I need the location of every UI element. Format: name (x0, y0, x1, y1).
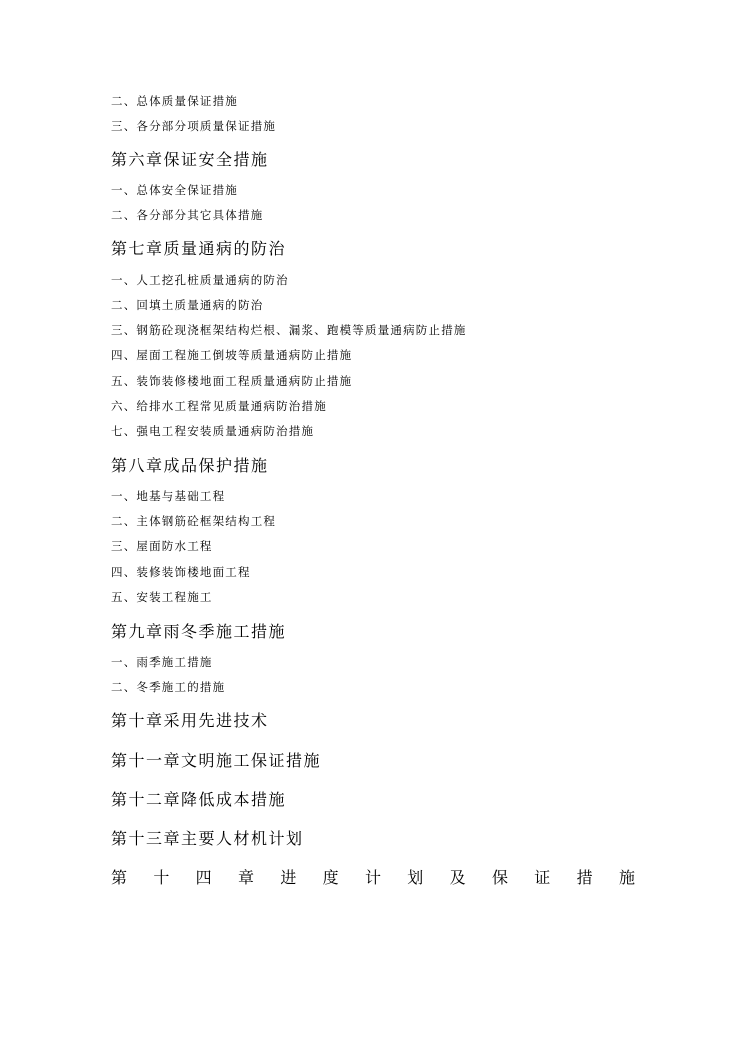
heading-char: 计 (364, 868, 381, 887)
toc-item: 一、地基与基础工程 (111, 489, 226, 503)
toc-item: 一、人工挖孔桩质量通病的防治 (111, 273, 289, 287)
chapter-heading: 第十章采用先进技术 (111, 711, 269, 730)
toc-item: 六、给排水工程常见质量通病防治措施 (111, 399, 327, 413)
toc-item: 二、回填土质量通病的防治 (111, 298, 264, 312)
toc-item: 二、各分部分其它具体措施 (111, 208, 264, 222)
heading-char: 划 (407, 868, 424, 887)
toc-item: 一、雨季施工措施 (111, 655, 213, 669)
chapter-heading: 第六章保证安全措施 (111, 150, 269, 169)
chapter-heading: 第九章雨冬季施工措施 (111, 622, 287, 641)
toc-item: 四、屋面工程施工倒坡等质量通病防止措施 (111, 348, 353, 362)
chapter-heading-justified (111, 865, 635, 888)
chapter-heading: 第七章质量通病的防治 (111, 239, 287, 258)
heading-char: 措 (576, 868, 593, 887)
toc-item: 三、各分部分项质量保证措施 (111, 119, 277, 133)
toc-item: 二、总体质量保证措施 (111, 94, 238, 108)
toc-item: 一、总体安全保证措施 (111, 183, 238, 197)
toc-item: 二、主体钢筋砼框架结构工程 (111, 514, 277, 528)
heading-char: 章 (237, 868, 254, 887)
toc-item: 五、安装工程施工 (111, 590, 213, 604)
heading-char: 保 (491, 868, 508, 887)
heading-char: 证 (534, 868, 551, 887)
chapter-heading: 第八章成品保护措施 (111, 456, 269, 475)
chapter-heading: 第十二章降低成本措施 (111, 790, 287, 809)
heading-char: 及 (449, 868, 466, 887)
chapter-heading: 第十一章文明施工保证措施 (111, 751, 322, 770)
heading-char: 四 (195, 868, 212, 887)
heading-char: 施 (618, 868, 635, 887)
heading-char: 度 (322, 868, 339, 887)
toc-item: 二、冬季施工的措施 (111, 680, 226, 694)
toc-item: 三、钢筋砼现浇框架结构烂根、漏浆、跑模等质量通病防止措施 (111, 323, 467, 337)
heading-char: 进 (280, 868, 297, 887)
toc-item: 四、装修装饰楼地面工程 (111, 565, 251, 579)
chapter-heading: 第十三章主要人材机计划 (111, 829, 304, 848)
toc-item: 五、装饰装修楼地面工程质量通病防止措施 (111, 374, 353, 388)
toc-item: 七、强电工程安装质量通病防治措施 (111, 424, 315, 438)
heading-char: 第 (111, 868, 128, 887)
toc-item: 三、屋面防水工程 (111, 539, 213, 553)
heading-char: 十 (153, 868, 170, 887)
